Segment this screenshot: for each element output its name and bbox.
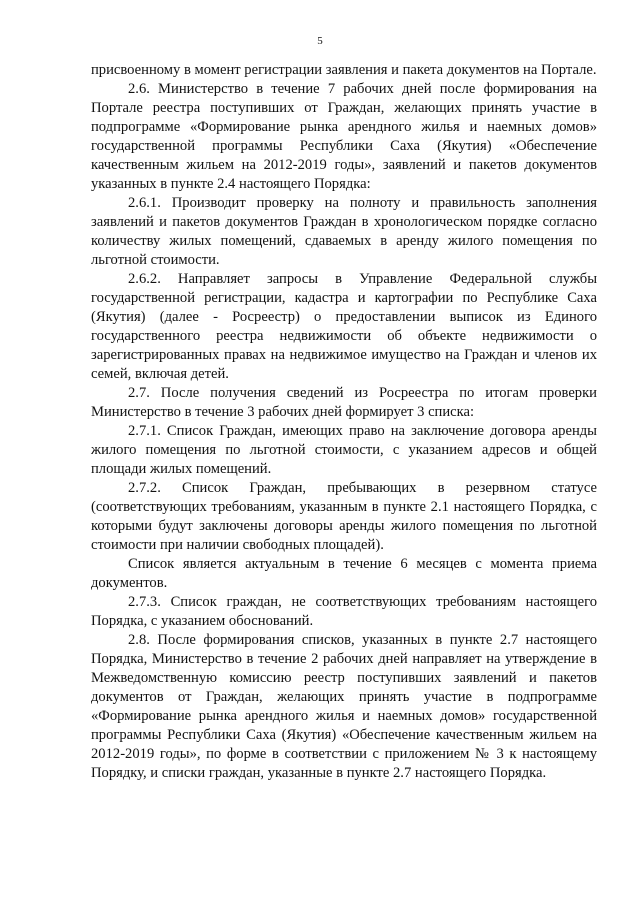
paragraph-2-7-2: 2.7.2. Список Граждан, пребывающих в резервном статусе (соответствующих требованиям, указанным в пункте 2.1 настоящего Порядка, с которыми будут заключены договоры аренды жилого помещения по льготной стоимости при наличии свободных площадей). [91,480,597,553]
page-number: 5 [317,35,323,47]
paragraph-2-6-1: 2.6.1. Производит проверку на полноту и правильность заполнения заявлений и пакетов документов Граждан в хронологическом порядке согласно количеству жилых помещений, сдаваемых в аренду жилого помещения по льготной стоимости. [91,195,597,268]
paragraph-2-7-3: 2.7.3. Список граждан, не соответствующих требованиям настоящего Порядка, с указанием обоснований. [91,594,597,629]
document-body [91,61,597,783]
paragraph-2-6: 2.6. Министерство в течение 7 рабочих дней после формирования на Портале реестра поступивших от Граждан, желающих принять участие в подпрограмме «Формирование рынка арендного жилья и наемных домов» государственной программы Республики Саха (Якутия) «Обеспечение качественным жильем на 2012-2019 годы», заявлений и пакетов документов указанных в пункте 2.4 настоящего Порядка: [91,81,597,192]
paragraph-2-7: 2.7. После получения сведений из Росреестра по итогам проверки Министерство в течение 3 рабочих дней формирует 3 списка: [91,385,597,420]
paragraph-list-validity: Список является актуальным в течение 6 месяцев с момента приема документов. [91,556,597,591]
paragraph-continuation: присвоенному в момент регистрации заявления и пакета документов на Порталe. [91,62,597,78]
paragraph-2-8: 2.8. После формирования списков, указанных в пункте 2.7 настоящего Порядка, Министерство в течение 2 рабочих дней направляет на утверждение в Межведомственную комиссию реестр поступивших заявлений и пакетов документов от Граждан, желающих принять участие в подпрограмме «Формирование рынка арендного жилья и наемных домов» государственной программы Республики Саха (Якутия) «Обеспечение качественным жильем на 2012-2019 годы», по форме в соответствии с приложением № 3 к настоящему Порядку, и списки граждан, указанные в пункте 2.7 настоящего Порядка. [91,632,597,781]
paragraph-2-6-2: 2.6.2. Направляет запросы в Управление Федеральной службы государственной регистрации, кадастра и картографии по Республике Саха (Якутия) (далее - Росреестр) о предоставлении выписок из Единого государственного реестра недвижимости об объекте недвижимости о зарегистрированных правах на недвижимое имущество на Граждан и членов их семей, включая детей. [91,271,597,382]
paragraph-2-7-1: 2.7.1. Список Граждан, имеющих право на заключение договора аренды жилого помещения по льготной стоимости, с указанием адресов и общей площади жилых помещений. [91,423,597,477]
